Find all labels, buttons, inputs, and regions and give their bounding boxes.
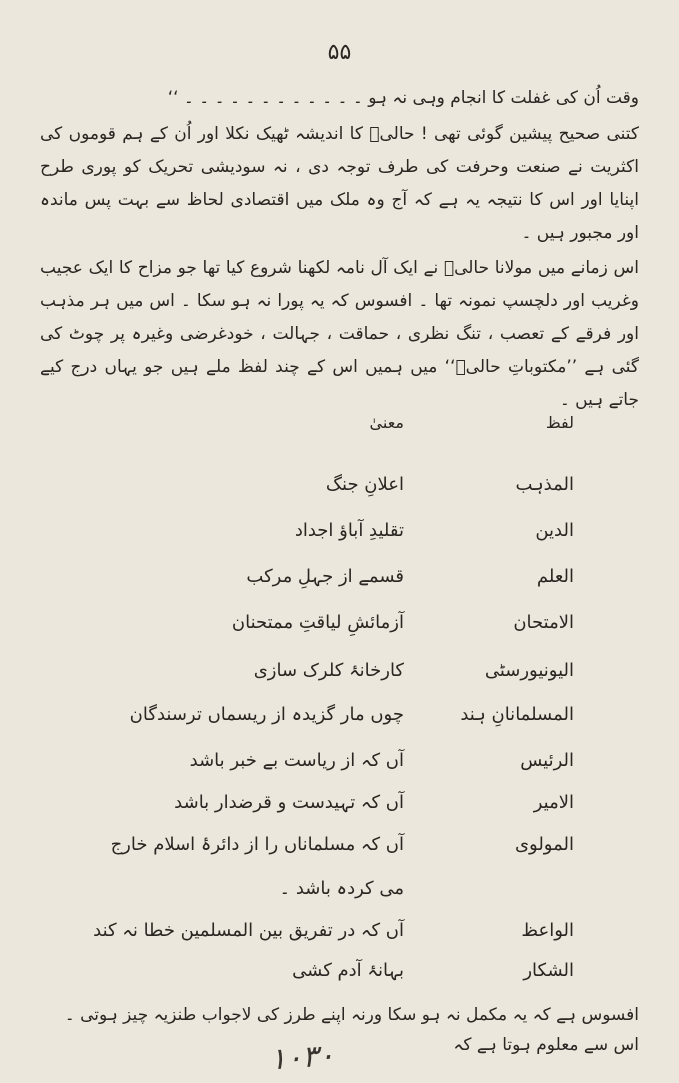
paragraph-quote-end: وقت اُن کی غفلت کا انجام وہی نہ ہو ۔ ۔ ۔ ۔ ۔ ۔ ۔ ۔ ۔ ۔ ۔ ۔ ‘‘: [167, 88, 639, 108]
glossary-term: الشکار: [523, 960, 574, 981]
glossary-meaning: بہانۂ آدم کشی: [292, 960, 404, 981]
glossary-term: الامتحان: [513, 612, 574, 633]
glossary-term: الدین: [535, 520, 574, 541]
glossary-row: [0, 608, 679, 644]
glossary-term: العلم: [536, 566, 574, 587]
glossary-row: [0, 700, 679, 736]
glossary-meaning: آزمائشِ لیاقتِ ممتحنان: [231, 612, 404, 633]
paragraph-intro-glossary: اس زمانے میں مولانا حالیؔ نے ایک آل نامہ لکھنا شروع کیا تھا جو مزاح کا ایک عجیب وغریب اور دلچسپ نمونہ تھا ۔ افسوس کہ یہ پورا نہ ہو سکا ۔ اس میں ہر مذہب اور فرقے کے تعصب ، تنگ نظری ، حماقت ، جہالت ، خودغرضی وغیرہ پر چوٹ کی گئی ہے ’’مکتوباتِ حالیؔ‘‘ میں ہمیں اس کے چند لفظ ملے ہیں جو یہاں درج کیے جاتے ہیں ۔: [40, 258, 639, 410]
glossary-term: الرئیس: [520, 750, 574, 771]
header-meaning: معنیٰ: [369, 413, 404, 432]
page-number: ۵۵: [327, 40, 352, 65]
glossary-table: [0, 408, 679, 988]
glossary-meaning: آں کہ در تفریق بین المسلمین خطا نہ کند: [93, 920, 404, 941]
glossary-meaning: آں کہ مسلماناں را از دائرۂ اسلام خارج: [110, 834, 404, 855]
glossary-header: [0, 408, 679, 444]
glossary-row: [0, 788, 679, 824]
glossary-meaning: اعلانِ جنگ: [325, 474, 404, 495]
glossary-row: [0, 562, 679, 598]
glossary-row: [0, 746, 679, 782]
glossary-row: [0, 830, 679, 866]
glossary-row: [0, 470, 679, 506]
glossary-term: الامیر: [533, 792, 574, 813]
glossary-meaning: قسمے از جہلِ مرکب: [246, 566, 404, 587]
paragraph-closing: افسوس ہے کہ یہ مکمل نہ ہو سکا ورنہ اپنے طرز کی لاجواب طنزیہ چیز ہوتی ۔ اس سے معلوم ہوتا ہے کہ: [64, 1005, 639, 1055]
glossary-row: [0, 516, 679, 552]
glossary-term: المذہب: [515, 474, 574, 495]
glossary-term: الیونیورسٹی: [484, 660, 574, 681]
glossary-meaning-continuation: می کردہ باشد ۔: [279, 878, 404, 899]
glossary-meaning: آں کہ از ریاست بے خبر باشد: [189, 750, 404, 771]
handwritten-note: ۱۰۳۰: [268, 1038, 336, 1078]
glossary-row: [0, 656, 679, 692]
glossary-meaning: تقلیدِ آباؤ اجداد: [294, 520, 404, 541]
paragraph-prediction: کتنی صحیح پیشین گوئی تھی ! حالیؔ کا اندیشہ ٹھیک نکلا اور اُن کے ہم قوموں کی اکثریت نے صنعت وحرفت کی طرف توجہ دی ، نہ سودیشی تحریک کو پوری طرح اپنایا اور اس کا نتیجہ یہ ہے کہ آج وہ ملک میں اقتصادی لحاظ سے بہت پس ماندہ اور مجبور ہیں ۔: [40, 124, 639, 243]
glossary-row: [0, 916, 679, 952]
header-term: لفظ: [545, 413, 574, 432]
glossary-meaning: چوں مار گزیدہ از ریسماں ترسندگان: [129, 704, 404, 725]
glossary-row: [0, 956, 679, 992]
glossary-term: المسلمانانِ ہند: [460, 704, 574, 725]
glossary-meaning: کارخانۂ کلرک سازی: [253, 660, 404, 681]
glossary-term: المولوی: [514, 834, 574, 855]
glossary-meaning: آں کہ تہیدست و قرضدار باشد: [174, 792, 404, 813]
glossary-term: الواعظ: [521, 920, 574, 941]
